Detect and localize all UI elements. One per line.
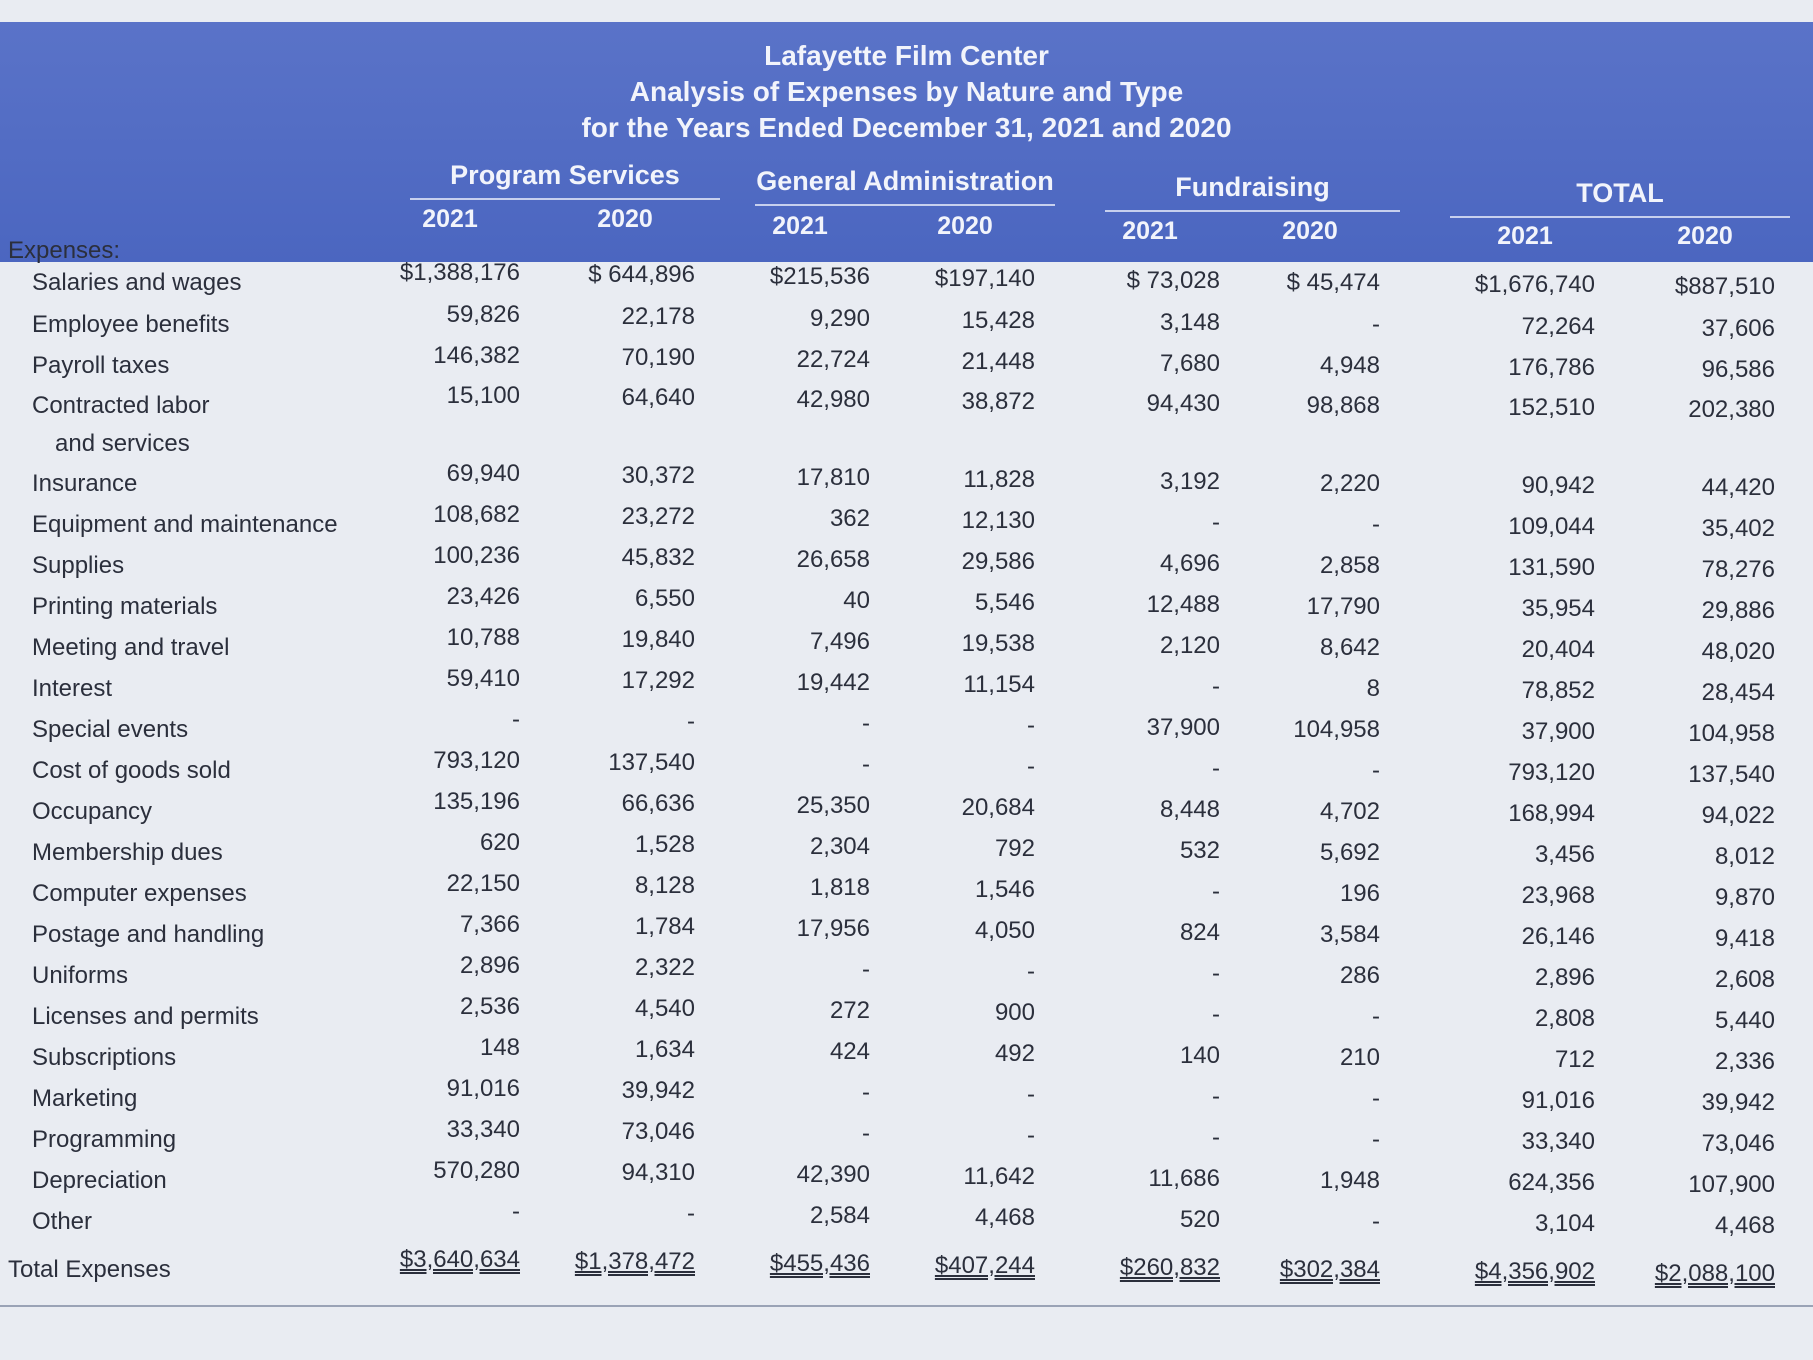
- table-cell: 168,994: [1508, 800, 1595, 827]
- row-label-continued: and services: [55, 430, 190, 457]
- table-cell: -: [1212, 755, 1220, 782]
- table-cell: 8: [1366, 675, 1380, 702]
- year-header: 2020: [937, 212, 993, 240]
- row-label: Postage and handling: [32, 921, 265, 948]
- table-cell: 3,584: [1319, 921, 1380, 948]
- table-cell: 3,456: [1534, 841, 1595, 868]
- table-cell: 137,540: [608, 749, 695, 776]
- row-label: Interest: [32, 675, 113, 702]
- report-subtitle: Analysis of Expenses by Nature and Type: [629, 76, 1184, 107]
- table-cell: 9,418: [1714, 925, 1775, 952]
- table-cell: -: [1372, 1085, 1380, 1112]
- table-cell: 22,178: [621, 303, 695, 330]
- table-cell: 70,190: [621, 344, 695, 371]
- table-cell: 37,900: [1146, 714, 1220, 741]
- table-cell: -: [1027, 1122, 1035, 1149]
- table-cell: 1,634: [634, 1036, 695, 1063]
- table-cell: 4,948: [1319, 352, 1380, 379]
- row-label: Occupancy: [32, 798, 153, 825]
- table-cell: 492: [994, 1040, 1035, 1067]
- table-cell: 59,410: [446, 665, 520, 692]
- table-cell: 20,684: [961, 794, 1035, 821]
- table-cell: 2,536: [459, 993, 520, 1020]
- table-cell: 8,448: [1159, 796, 1220, 823]
- table-cell: -: [862, 956, 870, 983]
- table-cell: 2,896: [459, 952, 520, 979]
- year-header: 2020: [1282, 217, 1338, 245]
- table-cell: 37,606: [1701, 315, 1775, 342]
- table-cell: 4,696: [1159, 550, 1220, 577]
- table-cell: -: [1212, 960, 1220, 987]
- table-cell: 73,046: [1701, 1130, 1775, 1157]
- table-cell: 2,858: [1319, 552, 1380, 579]
- table-cell: $1,378,472: [574, 1248, 695, 1275]
- table-cell: 29,886: [1701, 597, 1775, 624]
- table-cell: 42,980: [796, 386, 870, 413]
- table-cell: 104,958: [1688, 720, 1775, 747]
- table-cell: 91,016: [1521, 1087, 1595, 1114]
- table-cell: 3,192: [1159, 468, 1220, 495]
- table-cell: $ 45,474: [1286, 269, 1380, 296]
- table-cell: 17,956: [796, 915, 870, 942]
- table-cell: -: [1372, 511, 1380, 538]
- table-cell: 4,702: [1319, 798, 1380, 825]
- table-cell: 196: [1339, 880, 1380, 907]
- table-cell: 286: [1339, 962, 1380, 989]
- table-cell: 140: [1179, 1042, 1220, 1069]
- table-cell: 39,942: [621, 1077, 695, 1104]
- table-cell: 21,448: [961, 348, 1035, 375]
- table-cell: $260,832: [1119, 1254, 1220, 1281]
- table-cell: 4,468: [974, 1204, 1035, 1231]
- table-cell: 35,402: [1701, 515, 1775, 542]
- table-cell: 2,322: [634, 954, 695, 981]
- table-cell: 620: [479, 829, 520, 856]
- table-cell: 624,356: [1508, 1169, 1595, 1196]
- table-cell: 98,868: [1306, 392, 1380, 419]
- table-cell: 8,012: [1714, 843, 1775, 870]
- table-cell: 37,900: [1521, 718, 1595, 745]
- table-cell: 900: [994, 999, 1035, 1026]
- table-cell: 17,810: [796, 464, 870, 491]
- table-cell: 94,022: [1701, 802, 1775, 829]
- table-cell: 72,264: [1521, 313, 1595, 340]
- table-cell: 5,440: [1714, 1007, 1775, 1034]
- row-label: Special events: [32, 716, 189, 743]
- table-cell: -: [862, 1079, 870, 1106]
- table-cell: 44,420: [1701, 474, 1775, 501]
- group-underline: [1450, 216, 1790, 218]
- table-cell: 12,130: [961, 507, 1035, 534]
- row-label: Uniforms: [32, 962, 129, 989]
- group-program-services: Program Services: [450, 160, 680, 190]
- table-cell: 131,590: [1508, 554, 1595, 581]
- table-cell: -: [862, 1120, 870, 1147]
- table-cell: 104,958: [1293, 716, 1380, 743]
- table-cell: 11,828: [963, 466, 1035, 493]
- table-cell: 793,120: [1508, 759, 1595, 786]
- table-cell: $ 73,028: [1126, 267, 1220, 294]
- table-cell: 22,150: [446, 870, 520, 897]
- table-cell: 38,872: [961, 388, 1035, 415]
- table-cell: 7,680: [1159, 350, 1220, 377]
- row-label: Total Expenses: [8, 1256, 171, 1283]
- table-cell: $1,676,740: [1474, 271, 1595, 298]
- table-cell: 1,948: [1319, 1167, 1380, 1194]
- table-cell: 15,428: [961, 307, 1035, 334]
- table-cell: 7,366: [459, 911, 520, 938]
- table-cell: 59,826: [446, 301, 520, 328]
- table-cell: 1,784: [634, 913, 695, 940]
- group-underline: [410, 198, 720, 200]
- report-title: Lafayette Film Center: [764, 40, 1049, 71]
- year-header: 2021: [422, 205, 478, 233]
- table-cell: 78,852: [1521, 677, 1595, 704]
- table-cell: 78,276: [1701, 556, 1775, 583]
- table-cell: 1,528: [634, 831, 695, 858]
- table-cell: 94,310: [621, 1159, 695, 1186]
- table-cell: -: [1372, 311, 1380, 338]
- table-cell: 424: [829, 1038, 870, 1065]
- row-label: Employee benefits: [32, 311, 230, 338]
- table-cell: 19,442: [796, 669, 870, 696]
- table-cell: 35,954: [1521, 595, 1595, 622]
- table-cell: $887,510: [1674, 273, 1775, 300]
- table-cell: 42,390: [796, 1161, 870, 1188]
- table-cell: 11,154: [963, 671, 1035, 698]
- table-cell: -: [1372, 1208, 1380, 1235]
- table-cell: 64,640: [621, 384, 695, 411]
- table-cell: 210: [1339, 1044, 1380, 1071]
- table-cell: 19,538: [961, 630, 1035, 657]
- table-cell: -: [862, 751, 870, 778]
- table-cell: -: [1212, 1001, 1220, 1028]
- table-cell: 137,540: [1688, 761, 1775, 788]
- row-label: Printing materials: [32, 593, 218, 620]
- table-cell: -: [1212, 1124, 1220, 1151]
- table-cell: $4,356,902: [1474, 1258, 1595, 1285]
- table-cell: 17,292: [621, 667, 695, 694]
- table-cell: 9,870: [1714, 884, 1775, 911]
- table-cell: 12,488: [1146, 591, 1220, 618]
- row-label: Subscriptions: [32, 1044, 177, 1071]
- table-cell: 570,280: [433, 1157, 520, 1184]
- table-cell: 4,050: [974, 917, 1035, 944]
- table-cell: 109,044: [1508, 513, 1595, 540]
- table-cell: 33,340: [1521, 1128, 1595, 1155]
- table-cell: -: [687, 708, 695, 735]
- row-label: Marketing: [32, 1085, 138, 1112]
- table-cell: 48,020: [1701, 638, 1775, 665]
- table-cell: -: [1212, 878, 1220, 905]
- table-cell: 40: [843, 587, 870, 614]
- table-cell: 2,808: [1534, 1005, 1595, 1032]
- table-cell: 5,546: [974, 589, 1035, 616]
- table-cell: $2,088,100: [1654, 1260, 1775, 1287]
- table-cell: 135,196: [433, 788, 520, 815]
- row-label: Payroll taxes: [32, 352, 170, 379]
- table-cell: 2,220: [1319, 470, 1380, 497]
- table-cell: $455,436: [769, 1250, 870, 1277]
- table-cell: 272: [829, 997, 870, 1024]
- table-cell: 3,148: [1159, 309, 1220, 336]
- table-cell: -: [1027, 753, 1035, 780]
- table-cell: 91,016: [446, 1075, 520, 1102]
- table-cell: -: [512, 1198, 520, 1225]
- table-cell: 2,584: [809, 1202, 870, 1229]
- table-cell: 1,546: [974, 876, 1035, 903]
- table-cell: $407,244: [934, 1252, 1035, 1279]
- table-cell: 26,658: [796, 546, 870, 573]
- report-period: for the Years Ended December 31, 2021 and 2020: [581, 112, 1232, 143]
- group-total: TOTAL: [1576, 178, 1664, 208]
- year-header: 2021: [772, 212, 828, 240]
- table-cell: 362: [829, 505, 870, 532]
- table-cell: $ 644,896: [588, 261, 695, 288]
- table-cell: 11,642: [963, 1163, 1035, 1190]
- table-cell: 15,100: [446, 382, 520, 409]
- table-cell: 100,236: [433, 542, 520, 569]
- table-cell: 3,104: [1534, 1210, 1595, 1237]
- table-cell: 94,430: [1146, 390, 1220, 417]
- row-label: Computer expenses: [32, 880, 247, 907]
- group-fundraising: Fundraising: [1175, 172, 1330, 202]
- table-cell: 792: [994, 835, 1035, 862]
- table-cell: 45,832: [621, 544, 695, 571]
- table-cell: 2,304: [809, 833, 870, 860]
- table-cell: 29,586: [961, 548, 1035, 575]
- table-cell: $3,640,634: [399, 1246, 520, 1273]
- table-cell: $197,140: [934, 265, 1035, 292]
- table-cell: 22,724: [796, 346, 870, 373]
- table-cell: 108,682: [433, 501, 520, 528]
- table-bottom-rule: [0, 1305, 1813, 1307]
- table-cell: 176,786: [1508, 354, 1595, 381]
- table-cell: 712: [1554, 1046, 1595, 1073]
- table-cell: 4,540: [634, 995, 695, 1022]
- table-cell: 5,692: [1319, 839, 1380, 866]
- row-label: Licenses and permits: [32, 1003, 259, 1030]
- table-cell: 824: [1179, 919, 1220, 946]
- row-label: Cost of goods sold: [32, 757, 231, 784]
- table-cell: 1,818: [809, 874, 870, 901]
- table-cell: 146,382: [433, 342, 520, 369]
- table-cell: 2,120: [1159, 632, 1220, 659]
- table-cell: 28,454: [1701, 679, 1775, 706]
- table-cell: 10,788: [446, 624, 520, 651]
- row-label: Equipment and maintenance: [32, 511, 338, 538]
- table-cell: 20,404: [1521, 636, 1595, 663]
- table-cell: 23,426: [446, 583, 520, 610]
- table-cell: -: [512, 706, 520, 733]
- table-cell: 33,340: [446, 1116, 520, 1143]
- table-cell: 148: [479, 1034, 520, 1061]
- row-label: Supplies: [32, 552, 125, 579]
- table-cell: 8,642: [1319, 634, 1380, 661]
- year-header: 2020: [597, 205, 653, 233]
- row-label: Membership dues: [32, 839, 223, 866]
- table-cell: 96,586: [1701, 356, 1775, 383]
- group-underline: [755, 204, 1055, 206]
- table-cell: 2,608: [1714, 966, 1775, 993]
- table-cell: 25,350: [796, 792, 870, 819]
- table-cell: -: [862, 710, 870, 737]
- table-cell: -: [1212, 1083, 1220, 1110]
- table-cell: 90,942: [1521, 472, 1595, 499]
- table-cell: 7,496: [809, 628, 870, 655]
- table-cell: 17,790: [1306, 593, 1380, 620]
- table-cell: 39,942: [1701, 1089, 1775, 1116]
- year-header: 2020: [1677, 222, 1733, 250]
- table-cell: -: [1212, 673, 1220, 700]
- table-cell: -: [1027, 712, 1035, 739]
- table-cell: 793,120: [433, 747, 520, 774]
- group-underline: [1105, 210, 1400, 212]
- table-cell: $215,536: [769, 263, 870, 290]
- row-label: Contracted labor: [32, 392, 210, 419]
- table-cell: 107,900: [1688, 1171, 1775, 1198]
- table-cell: 152,510: [1508, 394, 1595, 421]
- row-label: Other: [32, 1208, 93, 1235]
- table-cell: -: [1372, 1126, 1380, 1153]
- table-cell: 66,636: [621, 790, 695, 817]
- table-cell: 9,290: [809, 305, 870, 332]
- year-header: 2021: [1122, 217, 1178, 245]
- table-cell: 4,468: [1714, 1212, 1775, 1239]
- table-cell: $1,388,176: [399, 259, 520, 286]
- table-cell: -: [687, 1200, 695, 1227]
- row-label: Depreciation: [32, 1167, 167, 1194]
- table-cell: 6,550: [634, 585, 695, 612]
- table-cell: -: [1372, 757, 1380, 784]
- table-cell: 2,896: [1534, 964, 1595, 991]
- table-cell: 69,940: [446, 460, 520, 487]
- table-cell: 11,686: [1148, 1165, 1220, 1192]
- section-label: Expenses:: [8, 237, 121, 264]
- table-cell: 532: [1179, 837, 1220, 864]
- table-cell: 2,336: [1714, 1048, 1775, 1075]
- year-header: 2021: [1497, 222, 1553, 250]
- table-cell: -: [1027, 958, 1035, 985]
- row-label: Salaries and wages: [32, 269, 242, 296]
- table-cell: 26,146: [1521, 923, 1595, 950]
- row-label: Programming: [32, 1126, 177, 1153]
- table-cell: $302,384: [1279, 1256, 1380, 1283]
- table-cell: 30,372: [621, 462, 695, 489]
- table-cell: 520: [1179, 1206, 1220, 1233]
- table-cell: 73,046: [621, 1118, 695, 1145]
- table-cell: -: [1027, 1081, 1035, 1108]
- table-cell: -: [1212, 509, 1220, 536]
- row-label: Insurance: [32, 470, 138, 497]
- table-cell: 23,272: [621, 503, 695, 530]
- table-cell: 19,840: [621, 626, 695, 653]
- table-cell: 8,128: [634, 872, 695, 899]
- row-label: Meeting and travel: [32, 634, 230, 661]
- table-cell: -: [1372, 1003, 1380, 1030]
- table-cell: 23,968: [1521, 882, 1595, 909]
- group-general-administration: General Administration: [756, 166, 1054, 196]
- table-cell: 202,380: [1688, 396, 1775, 423]
